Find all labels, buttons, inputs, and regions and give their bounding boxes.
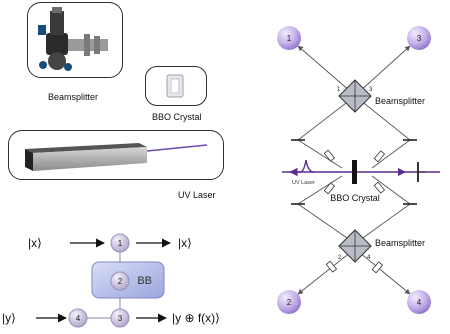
circuit-node-1-label: 1 (117, 239, 123, 248)
back-reflected-beam-arrow (398, 168, 406, 176)
bbo-crystal (352, 160, 357, 184)
uv-laser-photo-label: UV Laser (178, 190, 216, 200)
detector-3 (407, 26, 431, 50)
input-x-ket: |x⟩ (28, 236, 42, 250)
bottom-port-4-label: 4 (367, 255, 371, 261)
uv-laser-label: UV Laser (292, 180, 315, 186)
top-beamsplitter (339, 80, 371, 112)
detector-1-label: 1 (286, 34, 292, 43)
top-beamsplitter-label: Beamsplitter (375, 96, 426, 106)
bottom-port-2-label: 2 (338, 255, 342, 261)
output-x-ket: |x⟩ (178, 236, 192, 250)
top-port-3-label: 3 (369, 87, 373, 93)
detector-2 (277, 290, 301, 314)
output-y-ket: |y ⊕ f(x)⟩ (172, 311, 220, 325)
input-y-ket: |y⟩ (2, 311, 16, 325)
detector-4-label: 4 (416, 298, 422, 307)
bbo-crystal-label: BBO Crystal (330, 193, 380, 203)
black-box-label: BB (137, 275, 152, 287)
beamsplitter-photo-label: Beamsplitter (48, 92, 99, 102)
uv-pulse (282, 160, 314, 172)
circuit-node-4-label: 4 (75, 314, 81, 323)
detector-1 (277, 26, 301, 50)
bbo-crystal-photo-label: BBO Crystal (152, 112, 202, 122)
detector-4 (407, 290, 431, 314)
detector-3-label: 3 (416, 34, 422, 43)
bottom-beamsplitter-label: Beamsplitter (375, 238, 426, 248)
circuit-node-3-label: 3 (117, 314, 123, 323)
detector-2-label: 2 (286, 298, 292, 307)
circuit-node-2-label: 2 (117, 277, 123, 286)
top-port-1-label: 1 (337, 87, 341, 93)
